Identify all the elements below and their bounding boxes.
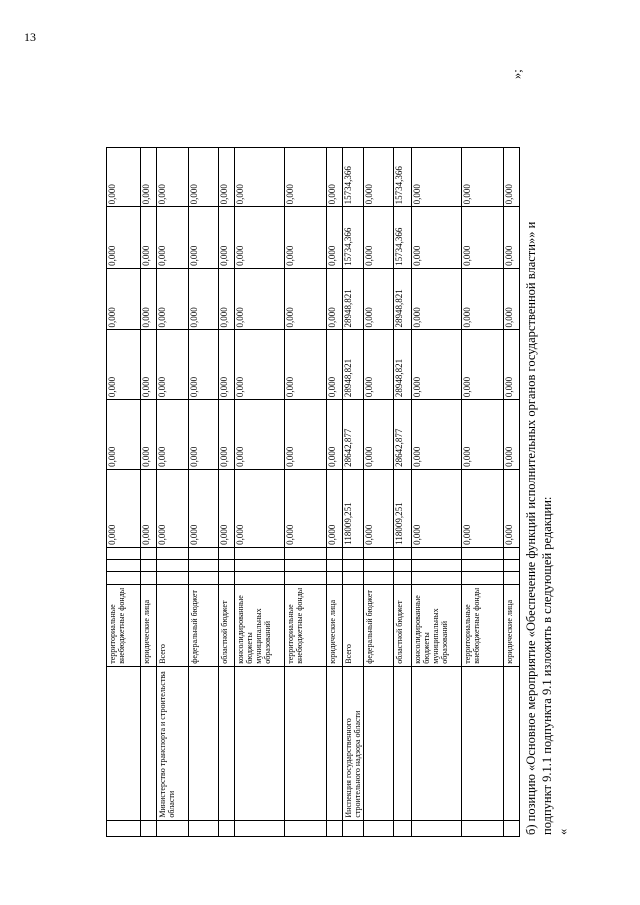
- value-cell: [141, 547, 157, 559]
- value-cell: [107, 560, 141, 572]
- value-cell: 0,000: [219, 469, 235, 547]
- blank-cell: [327, 820, 343, 836]
- value-cell: [364, 547, 394, 559]
- amendment-line-subclause: подпункт 9.1.1 подпункта 9.1 изложить в следующей редакции:: [540, 496, 554, 835]
- value-cell: [343, 547, 364, 559]
- value-cell: 0,000: [219, 207, 235, 269]
- value-cell: [219, 560, 235, 572]
- table-row: [504, 74, 520, 837]
- value-cell: [141, 572, 157, 584]
- value-cell: 0,000: [462, 147, 504, 206]
- value-cell: [327, 560, 343, 572]
- value-cell: [189, 547, 219, 559]
- blank-cell: [219, 820, 235, 836]
- value-cell: 15734,366: [343, 147, 364, 206]
- blank-cell: [107, 820, 141, 836]
- blank-cell: [462, 820, 504, 836]
- value-cell: 0,000: [285, 469, 327, 547]
- value-cell: [157, 572, 189, 584]
- value-cell: 0,000: [219, 147, 235, 206]
- source-cell: консолидированные бюджеты муниципальных образований: [412, 584, 462, 666]
- value-cell: 0,000: [412, 268, 462, 330]
- table-row: [285, 74, 327, 837]
- value-cell: 0,000: [364, 147, 394, 206]
- blank-cell: [189, 820, 219, 836]
- value-cell: [285, 572, 327, 584]
- value-cell: [504, 547, 520, 559]
- value-cell: [219, 572, 235, 584]
- table-row: [412, 74, 462, 837]
- org-cell: [394, 666, 412, 820]
- value-cell: 0,000: [504, 268, 520, 330]
- value-cell: 0,000: [412, 330, 462, 400]
- closing-quote: »;: [510, 69, 524, 79]
- value-cell: 28642,877: [343, 400, 364, 470]
- value-cell: 0,000: [219, 330, 235, 400]
- value-cell: 0,000: [504, 330, 520, 400]
- value-cell: 0,000: [327, 469, 343, 547]
- value-cell: 118009,251: [394, 469, 412, 547]
- value-cell: 0,000: [189, 469, 219, 547]
- value-cell: 0,000: [364, 207, 394, 269]
- table-row: [157, 74, 189, 837]
- amendment-line-b: б) позицию «Основное мероприятие «Обеспечение функций исполнительных органов государственной власти»» и: [524, 221, 538, 835]
- value-cell: 0,000: [235, 330, 285, 400]
- value-cell: [462, 547, 504, 559]
- value-cell: [364, 560, 394, 572]
- value-cell: 0,000: [462, 469, 504, 547]
- value-cell: [343, 560, 364, 572]
- blank-cell: [285, 820, 327, 836]
- value-cell: [189, 572, 219, 584]
- value-cell: 0,000: [189, 207, 219, 269]
- value-cell: 0,000: [462, 207, 504, 269]
- value-cell: 0,000: [157, 268, 189, 330]
- value-cell: 28948,821: [394, 330, 412, 400]
- value-cell: 0,000: [327, 268, 343, 330]
- value-cell: [235, 572, 285, 584]
- value-cell: [327, 572, 343, 584]
- value-cell: [343, 572, 364, 584]
- value-cell: 0,000: [141, 400, 157, 470]
- value-cell: 0,000: [235, 207, 285, 269]
- org-cell: [412, 666, 462, 820]
- value-cell: 0,000: [327, 207, 343, 269]
- value-cell: 28948,821: [343, 330, 364, 400]
- source-cell: территориальные внебюджетные фонды: [462, 584, 504, 666]
- value-cell: [327, 547, 343, 559]
- blank-cell: [394, 820, 412, 836]
- value-cell: 0,000: [107, 400, 141, 470]
- value-cell: [219, 547, 235, 559]
- value-cell: 0,000: [107, 268, 141, 330]
- org-cell: [235, 666, 285, 820]
- value-cell: 0,000: [141, 330, 157, 400]
- value-cell: [141, 560, 157, 572]
- value-cell: 0,000: [189, 400, 219, 470]
- value-cell: 0,000: [157, 330, 189, 400]
- org-cell: [327, 666, 343, 820]
- value-cell: 0,000: [364, 268, 394, 330]
- source-cell: юридические лица: [141, 584, 157, 666]
- budget-table: [106, 73, 520, 837]
- value-cell: 0,000: [107, 147, 141, 206]
- value-cell: 0,000: [462, 400, 504, 470]
- value-cell: 0,000: [235, 268, 285, 330]
- blank-cell: [412, 820, 462, 836]
- value-cell: 0,000: [107, 330, 141, 400]
- value-cell: 0,000: [219, 268, 235, 330]
- org-cell: [364, 666, 394, 820]
- source-cell: областной бюджет: [219, 584, 235, 666]
- source-cell: областной бюджет: [394, 584, 412, 666]
- value-cell: 28642,877: [394, 400, 412, 470]
- value-cell: [394, 547, 412, 559]
- org-cell: Министерство транспорта и строительства области: [157, 666, 189, 820]
- value-cell: 0,000: [107, 207, 141, 269]
- table-row: [141, 74, 157, 837]
- source-cell: консолидированные бюджеты муниципальных образований: [235, 584, 285, 666]
- value-cell: 0,000: [285, 330, 327, 400]
- value-cell: [235, 560, 285, 572]
- source-cell: федеральный бюджет: [364, 584, 394, 666]
- value-cell: 0,000: [412, 207, 462, 269]
- source-cell: Всего: [157, 584, 189, 666]
- source-cell: территориальные внебюджетные фонды: [285, 584, 327, 666]
- value-cell: 0,000: [364, 469, 394, 547]
- value-cell: 0,000: [235, 147, 285, 206]
- value-cell: 0,000: [189, 330, 219, 400]
- table-row: [343, 74, 364, 837]
- opening-quote: «: [556, 828, 570, 835]
- value-cell: 0,000: [327, 330, 343, 400]
- source-cell: юридические лица: [504, 584, 520, 666]
- value-cell: [412, 560, 462, 572]
- value-cell: [462, 572, 504, 584]
- blank-cell: [235, 820, 285, 836]
- value-cell: 0,000: [285, 268, 327, 330]
- value-cell: [285, 547, 327, 559]
- value-cell: [504, 572, 520, 584]
- value-cell: [235, 547, 285, 559]
- value-cell: 0,000: [189, 268, 219, 330]
- value-cell: 0,000: [412, 469, 462, 547]
- blank-cell: [343, 820, 364, 836]
- table-row: [364, 74, 394, 837]
- value-cell: 0,000: [412, 400, 462, 470]
- page-number: 13: [24, 30, 36, 44]
- value-cell: 0,000: [235, 400, 285, 470]
- table-row: [462, 74, 504, 837]
- value-cell: 0,000: [285, 147, 327, 206]
- value-cell: [394, 572, 412, 584]
- value-cell: 0,000: [462, 330, 504, 400]
- table-row: [235, 74, 285, 837]
- value-cell: 0,000: [157, 400, 189, 470]
- source-cell: территориальные внебюджетные фонды: [107, 584, 141, 666]
- blank-cell: [157, 820, 189, 836]
- value-cell: 0,000: [141, 207, 157, 269]
- blank-cell: [364, 820, 394, 836]
- value-cell: 0,000: [364, 330, 394, 400]
- value-cell: 0,000: [364, 400, 394, 470]
- value-cell: 0,000: [462, 268, 504, 330]
- table-row: [219, 74, 235, 837]
- value-cell: [412, 572, 462, 584]
- value-cell: 15734,366: [343, 207, 364, 269]
- value-cell: 0,000: [504, 469, 520, 547]
- value-cell: [107, 547, 141, 559]
- value-cell: 0,000: [412, 147, 462, 206]
- org-cell: [107, 666, 141, 820]
- value-cell: 0,000: [141, 469, 157, 547]
- value-cell: 0,000: [107, 469, 141, 547]
- value-cell: 0,000: [235, 469, 285, 547]
- value-cell: 0,000: [504, 207, 520, 269]
- value-cell: 0,000: [327, 400, 343, 470]
- value-cell: [157, 560, 189, 572]
- value-cell: [189, 560, 219, 572]
- value-cell: 15734,366: [394, 207, 412, 269]
- value-cell: 118009,251: [343, 469, 364, 547]
- value-cell: 28948,821: [394, 268, 412, 330]
- blank-cell: [504, 820, 520, 836]
- table-row: [394, 74, 412, 837]
- org-cell: [462, 666, 504, 820]
- value-cell: 0,000: [141, 147, 157, 206]
- value-cell: 15734,366: [394, 147, 412, 206]
- blank-cell: [141, 820, 157, 836]
- value-cell: 0,000: [157, 207, 189, 269]
- table-row: [189, 74, 219, 837]
- value-cell: [107, 572, 141, 584]
- org-cell: [285, 666, 327, 820]
- value-cell: 0,000: [504, 400, 520, 470]
- value-cell: [412, 547, 462, 559]
- value-cell: 0,000: [157, 469, 189, 547]
- source-cell: юридические лица: [327, 584, 343, 666]
- table-row: [327, 74, 343, 837]
- org-cell: [219, 666, 235, 820]
- table-row: [107, 74, 141, 837]
- source-cell: Всего: [343, 584, 364, 666]
- value-cell: 0,000: [285, 207, 327, 269]
- value-cell: 28948,821: [343, 268, 364, 330]
- org-cell: [141, 666, 157, 820]
- value-cell: [504, 560, 520, 572]
- value-cell: [462, 560, 504, 572]
- value-cell: [285, 560, 327, 572]
- org-cell: [504, 666, 520, 820]
- value-cell: 0,000: [219, 400, 235, 470]
- org-cell: [189, 666, 219, 820]
- org-cell: Инспекция государственного строительного надзора области: [343, 666, 364, 820]
- value-cell: 0,000: [141, 268, 157, 330]
- value-cell: 0,000: [157, 147, 189, 206]
- value-cell: 0,000: [327, 147, 343, 206]
- value-cell: 0,000: [285, 400, 327, 470]
- value-cell: 0,000: [189, 147, 219, 206]
- value-cell: [364, 572, 394, 584]
- value-cell: [394, 560, 412, 572]
- value-cell: [157, 547, 189, 559]
- source-cell: федеральный бюджет: [189, 584, 219, 666]
- value-cell: 0,000: [504, 147, 520, 206]
